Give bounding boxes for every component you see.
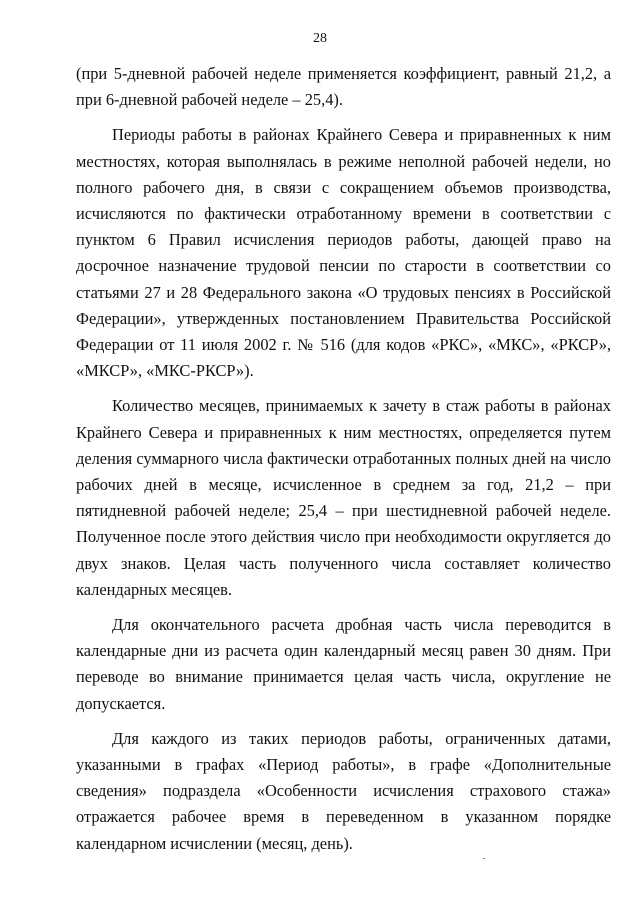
scan-speck bbox=[483, 858, 485, 859]
paragraph-continuation: (при 5-дневной рабочей неделе применяется коэффициент, равный 21,2, а при 6-дневной рабочей неделе – 25,4). bbox=[76, 64, 611, 110]
page-number: 28 bbox=[313, 31, 327, 46]
paragraph-months-count: Количество месяцев, принимаемых к зачету в стаж работы в районах Крайнего Севера и приравненных к ним местностях, определяется путем деления суммарного числа фактически отработанных полных дней на число рабочих дней в месяце, исчисленное в среднем за год, 21,2 – при пятидневной рабочей неделе; 25,4 – при шестидневной рабочей неделе. Полученное после этого действия число при необходимости округляется до двух знаков. Целая часть полученного числа составляет количество календарных месяцев. bbox=[76, 396, 611, 599]
paragraph-period-records: Для каждого из таких периодов работы, ограниченных датами, указанными в графах «Период работы», в графе «Дополнительные сведения» подраздела «Особенности исчисления страхового стажа» отражается рабочее время в переведенном в указанном порядке календарном исчислении (месяц, день). bbox=[76, 728, 611, 853]
document-body bbox=[76, 61, 611, 857]
paragraph-final-calculation: Для окончательного расчета дробная часть числа переводится в календарные дни из расчета один календарный месяц равен 30 дням. При переводе во внимание принимается целая часть числа, округление не допускается. bbox=[76, 615, 611, 713]
paragraph-far-north-periods: Периоды работы в районах Крайнего Севера и приравненных к ним местностях, которая выполнялась в режиме неполной рабочей недели, но полного рабочего дня, в связи с сокращением объемов производства, исчисляются по фактически отработанному времени в соответствии с пунктом 6 Правил исчисления периодов работы, дающей право на досрочное назначение трудовой пенсии по старости в соответствии со статьями 27 и 28 Федерального закона «О трудовых пенсиях в Российской Федерации», утвержденных постановлением Правительства Российской Федерации от 11 июля 2002 г. № 516 (для кодов «РКС», «МКС», «РКСР», «МКСР», «МКС-РКСР»). bbox=[76, 125, 611, 381]
